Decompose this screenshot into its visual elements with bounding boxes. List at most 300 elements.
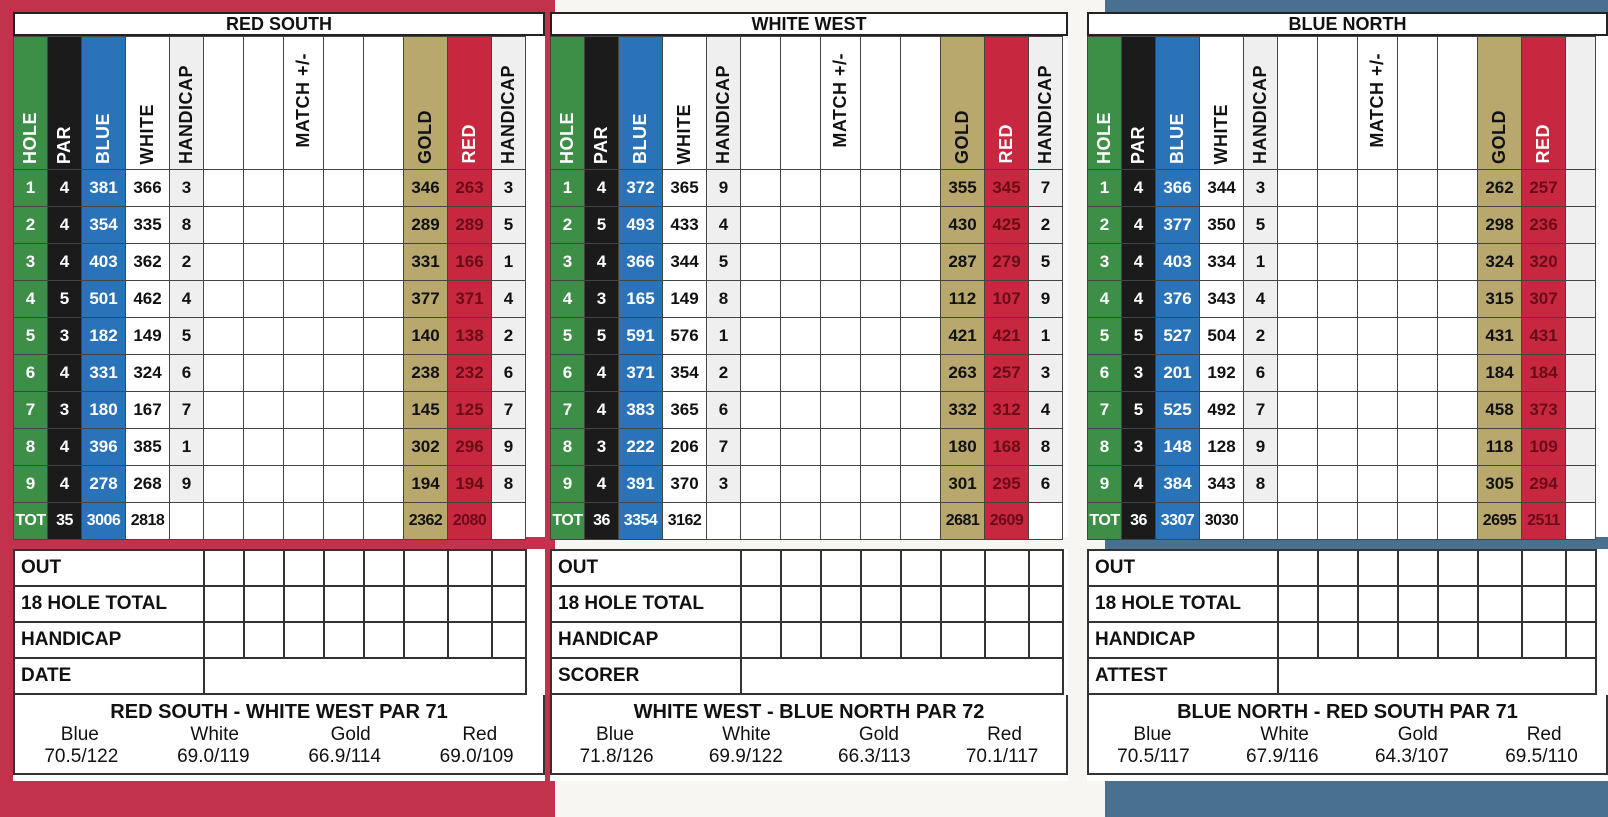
score-entry-cell[interactable]: [492, 622, 526, 658]
header-label: RED: [996, 124, 1016, 164]
cell-hcp2: 9: [1029, 281, 1063, 318]
score-entry-cell[interactable]: [941, 550, 985, 586]
score-entry-cell[interactable]: [1398, 281, 1438, 318]
cell-gold: 430: [941, 207, 985, 244]
score-entry-cell[interactable]: [244, 503, 284, 540]
score-entry-cell[interactable]: [284, 207, 324, 244]
score-entry-cell[interactable]: [741, 586, 781, 622]
score-entry-cell[interactable]: [781, 586, 821, 622]
score-entry-cell[interactable]: [284, 550, 324, 586]
score-entry-cell[interactable]: [324, 355, 364, 392]
cell-red: 320: [1522, 244, 1566, 281]
score-entry-cell[interactable]: [492, 586, 526, 622]
score-entry-cell[interactable]: [404, 550, 448, 586]
score-entry-cell[interactable]: [861, 207, 901, 244]
score-entry-cell[interactable]: [364, 466, 404, 503]
score-entry-cell[interactable]: [1318, 355, 1358, 392]
score-entry-cell[interactable]: [204, 392, 244, 429]
score-entry-cell[interactable]: [901, 207, 941, 244]
score-entry-cell[interactable]: [901, 281, 941, 318]
score-entry-cell[interactable]: [284, 170, 324, 207]
score-entry-cell[interactable]: [1318, 392, 1358, 429]
score-entry-cell[interactable]: [284, 355, 324, 392]
score-entry-cell[interactable]: [781, 318, 821, 355]
hole-row: [1088, 466, 1596, 503]
score-entry-cell[interactable]: [204, 550, 244, 586]
score-entry-cell[interactable]: [781, 207, 821, 244]
cell-blue: 384: [1156, 466, 1200, 503]
score-entry-cell[interactable]: [901, 392, 941, 429]
score-entry-cell[interactable]: [1398, 170, 1438, 207]
rating-values: [15, 746, 543, 768]
rating-values: [552, 746, 1066, 768]
tee-rating: 69.5/110: [1505, 746, 1578, 767]
score-entry-cell[interactable]: [821, 355, 861, 392]
score-entry-cell[interactable]: [1478, 622, 1522, 658]
score-entry-cell[interactable]: [364, 281, 404, 318]
cell-blue: 180: [82, 392, 126, 429]
cell-par: 3: [585, 429, 619, 466]
hole-row: [1088, 170, 1596, 207]
score-entry-cell[interactable]: [284, 466, 324, 503]
score-entry-cell[interactable]: [364, 429, 404, 466]
score-entry-cell[interactable]: [861, 586, 901, 622]
score-entry-cell[interactable]: [941, 622, 985, 658]
score-entry-cell[interactable]: [821, 503, 861, 540]
score-entry-cell[interactable]: [492, 550, 526, 586]
score-entry-cell[interactable]: [244, 355, 284, 392]
cell-white: 576: [663, 318, 707, 355]
score-entry-cell[interactable]: [1478, 586, 1522, 622]
score-entry-cell[interactable]: [324, 392, 364, 429]
course-title: BLUE NORTH: [1087, 12, 1608, 36]
score-entry-cell[interactable]: [244, 429, 284, 466]
score-entry-cell[interactable]: [821, 318, 861, 355]
score-entry-cell[interactable]: [244, 586, 284, 622]
score-entry-cell[interactable]: [364, 622, 404, 658]
score-entry-cell[interactable]: [1318, 586, 1358, 622]
cell-hcp2: [1566, 244, 1596, 281]
score-entry-cell[interactable]: [204, 586, 244, 622]
score-entry-cell[interactable]: [1566, 550, 1596, 586]
score-entry-cell[interactable]: [364, 550, 404, 586]
score-entry-cell[interactable]: [324, 503, 364, 540]
score-entry-cell[interactable]: [821, 622, 861, 658]
score-entry-cell[interactable]: [861, 355, 901, 392]
score-entry-cell[interactable]: [1566, 622, 1596, 658]
rating-values: [1089, 746, 1606, 768]
score-entry-cell[interactable]: [821, 466, 861, 503]
entry-field[interactable]: [204, 658, 526, 694]
cell-white: 433: [663, 207, 707, 244]
tee-name: Blue: [1133, 724, 1172, 745]
total-blue: 3354: [619, 503, 663, 540]
cell-white: 365: [663, 392, 707, 429]
score-entry-cell[interactable]: [364, 207, 404, 244]
score-entry-cell[interactable]: [244, 318, 284, 355]
score-entry-cell[interactable]: [364, 586, 404, 622]
score-entry-cell[interactable]: [861, 550, 901, 586]
score-entry-cell[interactable]: [741, 318, 781, 355]
score-entry-cell[interactable]: [244, 207, 284, 244]
cell-par: 5: [48, 281, 82, 318]
score-entry-cell[interactable]: [901, 170, 941, 207]
score-entry-cell[interactable]: [1318, 318, 1358, 355]
total-hole: TOT: [14, 503, 48, 540]
score-entry-cell[interactable]: [741, 429, 781, 466]
cell-red: 312: [985, 392, 1029, 429]
summary-label: HANDICAP: [551, 622, 741, 658]
cell-hole: 9: [1088, 466, 1122, 503]
cell-par: 4: [585, 466, 619, 503]
score-entry-cell[interactable]: [284, 244, 324, 281]
score-entry-cell[interactable]: [244, 466, 284, 503]
header-hole: [551, 37, 585, 170]
score-entry-cell[interactable]: [1358, 550, 1398, 586]
score-entry-cell[interactable]: [1438, 586, 1478, 622]
score-entry-cell[interactable]: [741, 244, 781, 281]
cell-hcp2: 6: [1029, 466, 1063, 503]
score-entry-cell[interactable]: [1438, 466, 1478, 503]
score-entry-cell[interactable]: [204, 170, 244, 207]
score-entry-cell[interactable]: [941, 586, 985, 622]
cell-blue: 383: [619, 392, 663, 429]
score-entry-cell[interactable]: [861, 466, 901, 503]
entry-field[interactable]: [741, 658, 1063, 694]
score-entry-cell[interactable]: [324, 207, 364, 244]
cell-red: 263: [448, 170, 492, 207]
entry-field[interactable]: [1278, 658, 1596, 694]
score-entry-cell[interactable]: [204, 355, 244, 392]
score-entry-cell[interactable]: [901, 586, 941, 622]
score-entry-cell[interactable]: [901, 466, 941, 503]
hole-row: [551, 207, 1063, 244]
score-entry-cell[interactable]: [861, 622, 901, 658]
cell-red: 421: [985, 318, 1029, 355]
score-entry-cell[interactable]: [284, 429, 324, 466]
score-entry-cell[interactable]: [1438, 550, 1478, 586]
cell-gold: 332: [941, 392, 985, 429]
score-entry-cell[interactable]: [244, 550, 284, 586]
score-entry-cell[interactable]: [781, 281, 821, 318]
score-entry-cell[interactable]: [1278, 586, 1318, 622]
score-entry-cell[interactable]: [1278, 429, 1318, 466]
score-entry-cell[interactable]: [821, 207, 861, 244]
score-entry-cell[interactable]: [364, 244, 404, 281]
score-entry-cell[interactable]: [821, 429, 861, 466]
score-entry-cell[interactable]: [1029, 586, 1063, 622]
total-blue: 3006: [82, 503, 126, 540]
score-entry-cell[interactable]: [821, 586, 861, 622]
cell-hole: 3: [14, 244, 48, 281]
score-entry-cell[interactable]: [1358, 355, 1398, 392]
hole-row: [14, 318, 526, 355]
score-entry-cell[interactable]: [1478, 550, 1522, 586]
header-red: [448, 37, 492, 170]
score-entry-cell[interactable]: [1438, 207, 1478, 244]
score-entry-cell[interactable]: [781, 170, 821, 207]
score-entry-cell[interactable]: [781, 550, 821, 586]
score-entry-cell[interactable]: [1438, 503, 1478, 540]
score-entry-cell[interactable]: [901, 244, 941, 281]
score-entry-cell[interactable]: [741, 355, 781, 392]
cell-red: 373: [1522, 392, 1566, 429]
score-entry-cell[interactable]: [861, 170, 901, 207]
score-entry-cell[interactable]: [284, 503, 324, 540]
score-entry-cell[interactable]: [741, 207, 781, 244]
score-entry-cell[interactable]: [861, 429, 901, 466]
score-entry-cell[interactable]: [1278, 503, 1318, 540]
score-entry-cell[interactable]: [1398, 244, 1438, 281]
score-entry-cell[interactable]: [284, 281, 324, 318]
cell-par: 3: [48, 318, 82, 355]
hole-row: [1088, 318, 1596, 355]
score-entry-cell[interactable]: [204, 318, 244, 355]
score-entry-cell[interactable]: [1398, 550, 1438, 586]
score-entry-cell[interactable]: [781, 466, 821, 503]
cell-hole: 3: [551, 244, 585, 281]
score-entry-cell[interactable]: [1318, 244, 1358, 281]
score-entry-cell[interactable]: [1318, 170, 1358, 207]
score-entry-cell[interactable]: [741, 622, 781, 658]
score-entry-cell[interactable]: [1358, 586, 1398, 622]
score-entry-cell[interactable]: [1278, 392, 1318, 429]
score-entry-cell[interactable]: [1358, 466, 1398, 503]
cell-hcp2: 3: [492, 170, 526, 207]
score-entry-cell[interactable]: [204, 503, 244, 540]
hole-row: [14, 207, 526, 244]
score-entry-cell[interactable]: [1438, 392, 1478, 429]
score-entry-cell[interactable]: [364, 503, 404, 540]
score-entry-cell[interactable]: [1278, 207, 1318, 244]
cell-white: 343: [1200, 466, 1244, 503]
score-entry-cell[interactable]: [861, 244, 901, 281]
summary-label: 18 HOLE TOTAL: [14, 586, 204, 622]
score-entry-cell[interactable]: [448, 550, 492, 586]
score-entry-cell[interactable]: [1398, 622, 1438, 658]
cell-hcp: 2: [707, 355, 741, 392]
cell-blue: 493: [619, 207, 663, 244]
hole-row: [551, 392, 1063, 429]
score-entry-cell[interactable]: [821, 392, 861, 429]
score-entry-cell[interactable]: [448, 622, 492, 658]
score-entry-cell[interactable]: [244, 170, 284, 207]
cell-hcp: 7: [1244, 392, 1278, 429]
tee-name: Blue: [596, 724, 635, 745]
score-entry-cell[interactable]: [901, 622, 941, 658]
cell-hole: 8: [14, 429, 48, 466]
score-entry-cell[interactable]: [1358, 503, 1398, 540]
score-entry-cell[interactable]: [781, 429, 821, 466]
score-entry-cell[interactable]: [1438, 355, 1478, 392]
score-entry-cell[interactable]: [1278, 466, 1318, 503]
score-entry-cell[interactable]: [1398, 429, 1438, 466]
score-entry-cell[interactable]: [901, 355, 941, 392]
score-entry-cell[interactable]: [204, 622, 244, 658]
score-entry-cell[interactable]: [1522, 622, 1566, 658]
cell-blue: 501: [82, 281, 126, 318]
score-entry-cell[interactable]: [204, 429, 244, 466]
score-entry-cell[interactable]: [901, 429, 941, 466]
header-label: HOLE: [1094, 111, 1114, 164]
score-entry-cell[interactable]: [1438, 281, 1478, 318]
cell-gold: 346: [404, 170, 448, 207]
header-blank: [1438, 37, 1478, 170]
header-gold: [404, 37, 448, 170]
score-entry-cell[interactable]: [1318, 429, 1358, 466]
score-entry-cell[interactable]: [1318, 550, 1358, 586]
header-label: WHITE: [137, 103, 157, 164]
score-entry-cell[interactable]: [284, 318, 324, 355]
score-entry-cell[interactable]: [741, 392, 781, 429]
score-entry-cell[interactable]: [1278, 170, 1318, 207]
cell-blue: 331: [82, 355, 126, 392]
cell-hcp: 6: [707, 392, 741, 429]
score-entry-cell[interactable]: [741, 550, 781, 586]
score-entry-cell[interactable]: [1522, 550, 1566, 586]
score-entry-cell[interactable]: [1398, 503, 1438, 540]
header-blank: [364, 37, 404, 170]
score-entry-cell[interactable]: [204, 281, 244, 318]
score-entry-cell[interactable]: [1358, 622, 1398, 658]
score-entry-cell[interactable]: [1358, 318, 1398, 355]
header-label: HANDICAP: [498, 64, 518, 164]
score-entry-cell[interactable]: [1438, 429, 1478, 466]
score-entry-cell[interactable]: [1398, 318, 1438, 355]
cell-white: 365: [663, 170, 707, 207]
score-entry-cell[interactable]: [324, 466, 364, 503]
summary-label: HANDICAP: [1088, 622, 1278, 658]
score-entry-cell[interactable]: [1278, 622, 1318, 658]
score-entry-cell[interactable]: [741, 466, 781, 503]
score-entry-cell[interactable]: [1278, 550, 1318, 586]
hole-row: [551, 429, 1063, 466]
score-entry-cell[interactable]: [1358, 429, 1398, 466]
score-entry-cell[interactable]: [1566, 586, 1596, 622]
score-entry-cell[interactable]: [781, 244, 821, 281]
score-entry-cell[interactable]: [204, 244, 244, 281]
cell-white: 334: [1200, 244, 1244, 281]
score-entry-cell[interactable]: [741, 281, 781, 318]
score-entry-cell[interactable]: [1438, 170, 1478, 207]
score-entry-cell[interactable]: [1029, 550, 1063, 586]
score-entry-cell[interactable]: [284, 586, 324, 622]
score-entry-cell[interactable]: [1398, 207, 1438, 244]
score-entry-cell[interactable]: [861, 318, 901, 355]
score-entry-cell[interactable]: [204, 466, 244, 503]
score-entry-cell[interactable]: [204, 207, 244, 244]
cell-hcp: 9: [170, 466, 204, 503]
score-entry-cell[interactable]: [781, 355, 821, 392]
score-entry-cell[interactable]: [781, 503, 821, 540]
score-entry-cell[interactable]: [324, 170, 364, 207]
score-entry-cell[interactable]: [985, 586, 1029, 622]
score-entry-cell[interactable]: [741, 503, 781, 540]
score-entry-cell[interactable]: [1438, 318, 1478, 355]
score-entry-cell[interactable]: [821, 244, 861, 281]
score-entry-cell[interactable]: [1318, 281, 1358, 318]
score-entry-cell[interactable]: [901, 503, 941, 540]
cell-blue: 366: [619, 244, 663, 281]
score-entry-cell[interactable]: [364, 392, 404, 429]
score-entry-cell[interactable]: [741, 170, 781, 207]
cell-blue: 222: [619, 429, 663, 466]
score-entry-cell[interactable]: [1358, 392, 1398, 429]
header-label: MATCH +/-: [1367, 53, 1387, 148]
score-entry-cell[interactable]: [1398, 466, 1438, 503]
score-entry-cell[interactable]: [324, 586, 364, 622]
score-entry-cell[interactable]: [364, 170, 404, 207]
score-entry-cell[interactable]: [1318, 622, 1358, 658]
score-entry-cell[interactable]: [244, 281, 284, 318]
score-entry-cell[interactable]: [1438, 622, 1478, 658]
score-entry-cell[interactable]: [1522, 586, 1566, 622]
score-entry-cell[interactable]: [1398, 355, 1438, 392]
score-entry-cell[interactable]: [1358, 281, 1398, 318]
score-entry-cell[interactable]: [821, 550, 861, 586]
score-entry-cell[interactable]: [861, 392, 901, 429]
cell-gold: 263: [941, 355, 985, 392]
header-blank: [1398, 37, 1438, 170]
score-entry-cell[interactable]: [364, 355, 404, 392]
score-entry-cell[interactable]: [821, 170, 861, 207]
score-entry-cell[interactable]: [781, 392, 821, 429]
score-entry-cell[interactable]: [1318, 503, 1358, 540]
score-entry-cell[interactable]: [364, 318, 404, 355]
score-entry-cell[interactable]: [448, 586, 492, 622]
score-entry-cell[interactable]: [985, 622, 1029, 658]
score-entry-cell[interactable]: [861, 281, 901, 318]
score-entry-cell[interactable]: [404, 622, 448, 658]
score-entry-cell[interactable]: [985, 550, 1029, 586]
score-entry-cell[interactable]: [1318, 466, 1358, 503]
cell-gold: 289: [404, 207, 448, 244]
score-entry-cell[interactable]: [1438, 244, 1478, 281]
score-entry-cell[interactable]: [244, 622, 284, 658]
score-entry-cell[interactable]: [324, 318, 364, 355]
score-entry-cell[interactable]: [821, 281, 861, 318]
score-entry-cell[interactable]: [244, 244, 284, 281]
score-entry-cell[interactable]: [1278, 318, 1318, 355]
score-entry-cell[interactable]: [324, 281, 364, 318]
score-entry-cell[interactable]: [861, 503, 901, 540]
score-entry-cell[interactable]: [1358, 207, 1398, 244]
rating-tees: [552, 724, 1066, 746]
score-entry-cell[interactable]: [1278, 281, 1318, 318]
score-entry-cell[interactable]: [901, 550, 941, 586]
score-entry-cell[interactable]: [1358, 170, 1398, 207]
score-entry-cell[interactable]: [1278, 244, 1318, 281]
score-entry-cell[interactable]: [1398, 586, 1438, 622]
score-entry-cell[interactable]: [901, 318, 941, 355]
score-entry-cell[interactable]: [324, 429, 364, 466]
score-entry-cell[interactable]: [1029, 622, 1063, 658]
score-entry-cell[interactable]: [1318, 207, 1358, 244]
score-entry-cell[interactable]: [1358, 244, 1398, 281]
score-entry-cell[interactable]: [244, 392, 284, 429]
score-entry-cell[interactable]: [404, 586, 448, 622]
score-entry-cell[interactable]: [324, 622, 364, 658]
score-entry-cell[interactable]: [1398, 392, 1438, 429]
score-entry-cell[interactable]: [284, 622, 324, 658]
score-entry-cell[interactable]: [284, 392, 324, 429]
score-entry-cell[interactable]: [1278, 355, 1318, 392]
score-entry-cell[interactable]: [781, 622, 821, 658]
cell-blue: 396: [82, 429, 126, 466]
score-entry-cell[interactable]: [324, 244, 364, 281]
hole-table: [1087, 36, 1596, 540]
score-entry-cell[interactable]: [324, 550, 364, 586]
